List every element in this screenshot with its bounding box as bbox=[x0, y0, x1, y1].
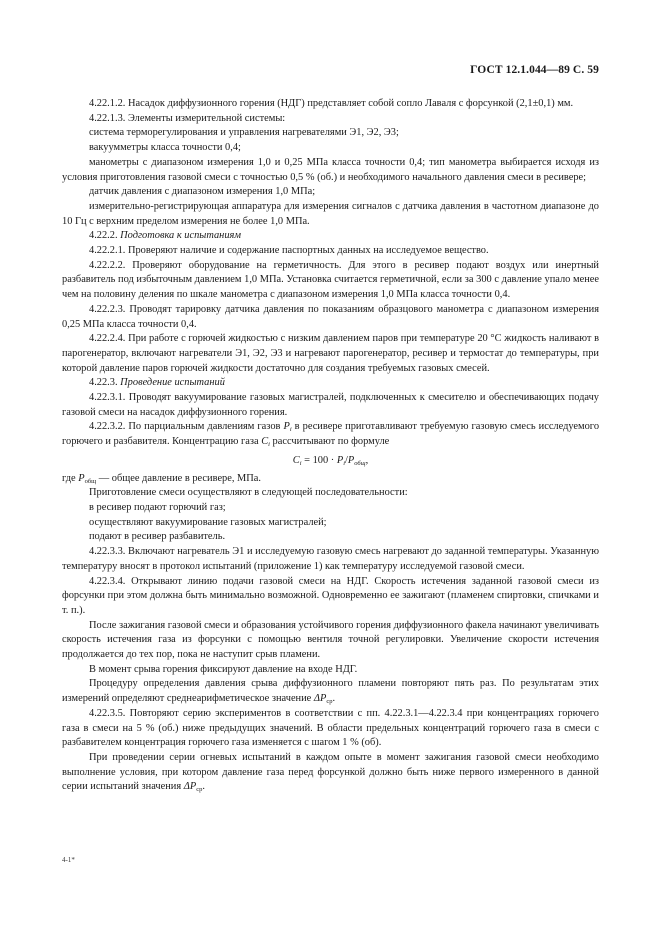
paragraph-4-22-3-5: 4.22.3.5. Повторяют серию экспериментов в соответствии с пп. 4.22.3.1—4.22.3.4 при концентрациях горючего газа в смеси на 5 % (об.) ниже предыдущих значений. В области предельных концентраций горючего газа в смеси с разбавителем концентрация горючего газа изменяется с шагом 1 % (об). bbox=[62, 707, 599, 749]
variable-subscript: ср bbox=[326, 698, 333, 706]
paragraph-4-22-3-1: 4.22.3.1. Проводят вакуумирование газовых магистралей, подключенных к смесителю и обеспечивающих подачу газовой смеси на насадок диффузионного горения. bbox=[62, 392, 599, 418]
variable-c: C bbox=[261, 436, 269, 448]
section-title: Проведение испытаний bbox=[120, 377, 225, 389]
text-run: . bbox=[202, 781, 205, 793]
paragraph-4-22-2-4: 4.22.2.4. При работе с горючей жидкостью с низким давлением паров при температуре 20 °С жидкость наливают в парогенератор, включают нагреватели Э1, Э2, Э3 и нагревают парогенератор, ресивер и термостат до температуры, при которой давление паров горючей жидкости достаточно для создания требуемых газовых смесей. bbox=[62, 333, 599, 374]
text-run: в ресивере приготавливают требуемую газовую смесь исследуемого горючего и разбавителя. Концентрацию газа bbox=[62, 421, 600, 448]
formula-explanation bbox=[62, 472, 599, 487]
paragraph-breakaway-moment: В момент срыва горения фиксируют давление на входе НДГ. bbox=[89, 663, 358, 675]
variable-p-total: P bbox=[78, 472, 85, 484]
variable-subscript: i bbox=[289, 426, 292, 434]
formula-p-total: P bbox=[347, 454, 355, 466]
formula-slash: / bbox=[345, 454, 348, 466]
variable-subscript: i bbox=[268, 441, 270, 449]
paragraph-4-22-1-2: 4.22.1.2. Насадок диффузионного горения (НДГ) представляет собой сопло Лаваля с форсункой (2,1±0,1) мм. bbox=[89, 98, 574, 109]
formula-c: C bbox=[292, 454, 300, 466]
formula-eq: = 100 · bbox=[301, 454, 337, 466]
text-run: При проведении серии огневых испытаний в каждом опыте в момент зажигания газовой смеси необходимо выполнение условия, при котором давление газа перед форсункой должно быть ниже первого измеренного в данной серии испытаний значения bbox=[62, 751, 599, 793]
formula-c-sub: i bbox=[299, 459, 302, 467]
variable-subscript: ср bbox=[196, 786, 203, 794]
text-run: 4.22.3.2. По парциальным давлениям газов bbox=[89, 421, 284, 433]
paragraph-4-22-1-3: 4.22.1.3. Элементы измерительной системы: bbox=[89, 112, 286, 124]
list-item-vacuuming: осуществляют вакуумирование газовых магистралей; bbox=[89, 516, 327, 528]
variable-p: P bbox=[283, 421, 290, 433]
paragraph-4-22-3-4: 4.22.3.4. Открывают линию подачи газовой смеси на НДГ. Скорость истечения заданной газовой смеси из форсунки при этом должна быть минимально возможной. Одновременно ее зажигают (пламенем спиртовки, спичками и т. п.). bbox=[62, 575, 599, 616]
formula-comma: , bbox=[365, 454, 369, 466]
text-run: Процедуру определения давления срыва диффузионного пламени повторяют пять раз. По результатам этих измерений определяют среднеарифметическое значение bbox=[62, 678, 599, 705]
page-header: ГОСТ 12.1.044—89 С. 59 bbox=[470, 64, 599, 76]
formula-p-sub: i bbox=[343, 459, 345, 467]
list-item-fuel-gas: в ресивер подают горючий газ; bbox=[89, 501, 226, 513]
text-run: — общее давление в ресивере, МПа. bbox=[96, 472, 262, 484]
paragraph-mix-sequence: Приготовление смеси осуществляют в следующей последовательности: bbox=[89, 487, 408, 499]
paragraph-4-22-3-2 bbox=[62, 420, 599, 449]
list-item-vacuum-gauges: вакуумметры класса точности 0,4; bbox=[89, 142, 241, 154]
section-title: Подготовка к испытаниям bbox=[120, 230, 241, 242]
text-run: . bbox=[332, 693, 336, 705]
document-body bbox=[62, 97, 599, 795]
section-number: 4.22.2. bbox=[89, 230, 121, 242]
list-item-recording-equipment: измерительно-регистрирующая аппаратура для измерения сигналов с датчика давления в частотном диапазоне до 10 Гц с верхним пределом измерения не более 1,0 МПа. bbox=[62, 200, 599, 227]
list-item-thermoregulation: система терморегулирования и управления нагревателями Э1, Э2, Э3; bbox=[89, 127, 399, 139]
variable-delta-p: ΔP bbox=[183, 781, 197, 793]
section-heading-4-22-2 bbox=[62, 229, 599, 244]
list-item-manometers: манометры с диапазоном измерения 1,0 и 0,25 МПа класса точности 0,4; тип манометра выбирается исходя из условия приготовления газовой смеси с точностью 0,5 % (об.) и необходимого начального давления смеси в ресивере; bbox=[62, 156, 599, 183]
paragraph-ignition: После зажигания газовой смеси и образования устойчивого горения диффузионного факела начинают увеличивать скорость истечения газа из форсунки с помощью вентиля точной регулировки. Увеличение скорости истечения продолжается до тех пор, пока не наступит срыв пламени. bbox=[62, 619, 599, 661]
section-number: 4.22.3. bbox=[89, 377, 121, 389]
paragraph-repeat-procedure bbox=[62, 677, 599, 706]
list-item-pressure-sensor: датчик давления с диапазоном измерения 1,0 МПа; bbox=[89, 186, 316, 198]
text-run: где bbox=[62, 472, 79, 484]
formula-p-total-sub: общ bbox=[354, 459, 366, 467]
paragraph-fire-tests-condition bbox=[62, 751, 599, 795]
concentration-formula bbox=[62, 450, 599, 472]
paragraph-4-22-3-3: 4.22.3.3. Включают нагреватель Э1 и исследуемую газовую смесь нагревают до заданной температуры. Указанную температуру вносят в протокол испытаний (приложение 1) как температуру исследуемой газовой смеси. bbox=[62, 546, 599, 572]
text-run: рассчитывают по формуле bbox=[269, 436, 390, 448]
paragraph-4-22-2-2: 4.22.2.2. Проверяют оборудование на герметичность. Для этого в ресивер подают воздух или инертный разбавитель под избыточным давлением 1,0 МПа. Установка считается герметичной, если за 300 с давление упало менее чем на половину деления по шкале манометра с диапазоном измерения 1,0 МПа класса точности 0,4. bbox=[62, 259, 599, 301]
section-heading-4-22-3 bbox=[62, 376, 599, 391]
variable-delta-p: ΔP bbox=[313, 693, 327, 705]
variable-subscript: общ bbox=[84, 477, 97, 485]
formula-p: P bbox=[336, 454, 344, 466]
page-footer-mark: 4-1* bbox=[62, 856, 75, 864]
list-item-diluent: подают в ресивер разбавитель. bbox=[89, 531, 226, 543]
paragraph-4-22-2-1: 4.22.2.1. Проверяют наличие и содержание паспортных данных на исследуемое вещество. bbox=[89, 245, 489, 257]
paragraph-4-22-2-3: 4.22.2.3. Проводят тарировку датчика давления по показаниям образцового манометра с диапазоном измерения 0,25 МПа класса точности 0,4. bbox=[62, 303, 599, 330]
